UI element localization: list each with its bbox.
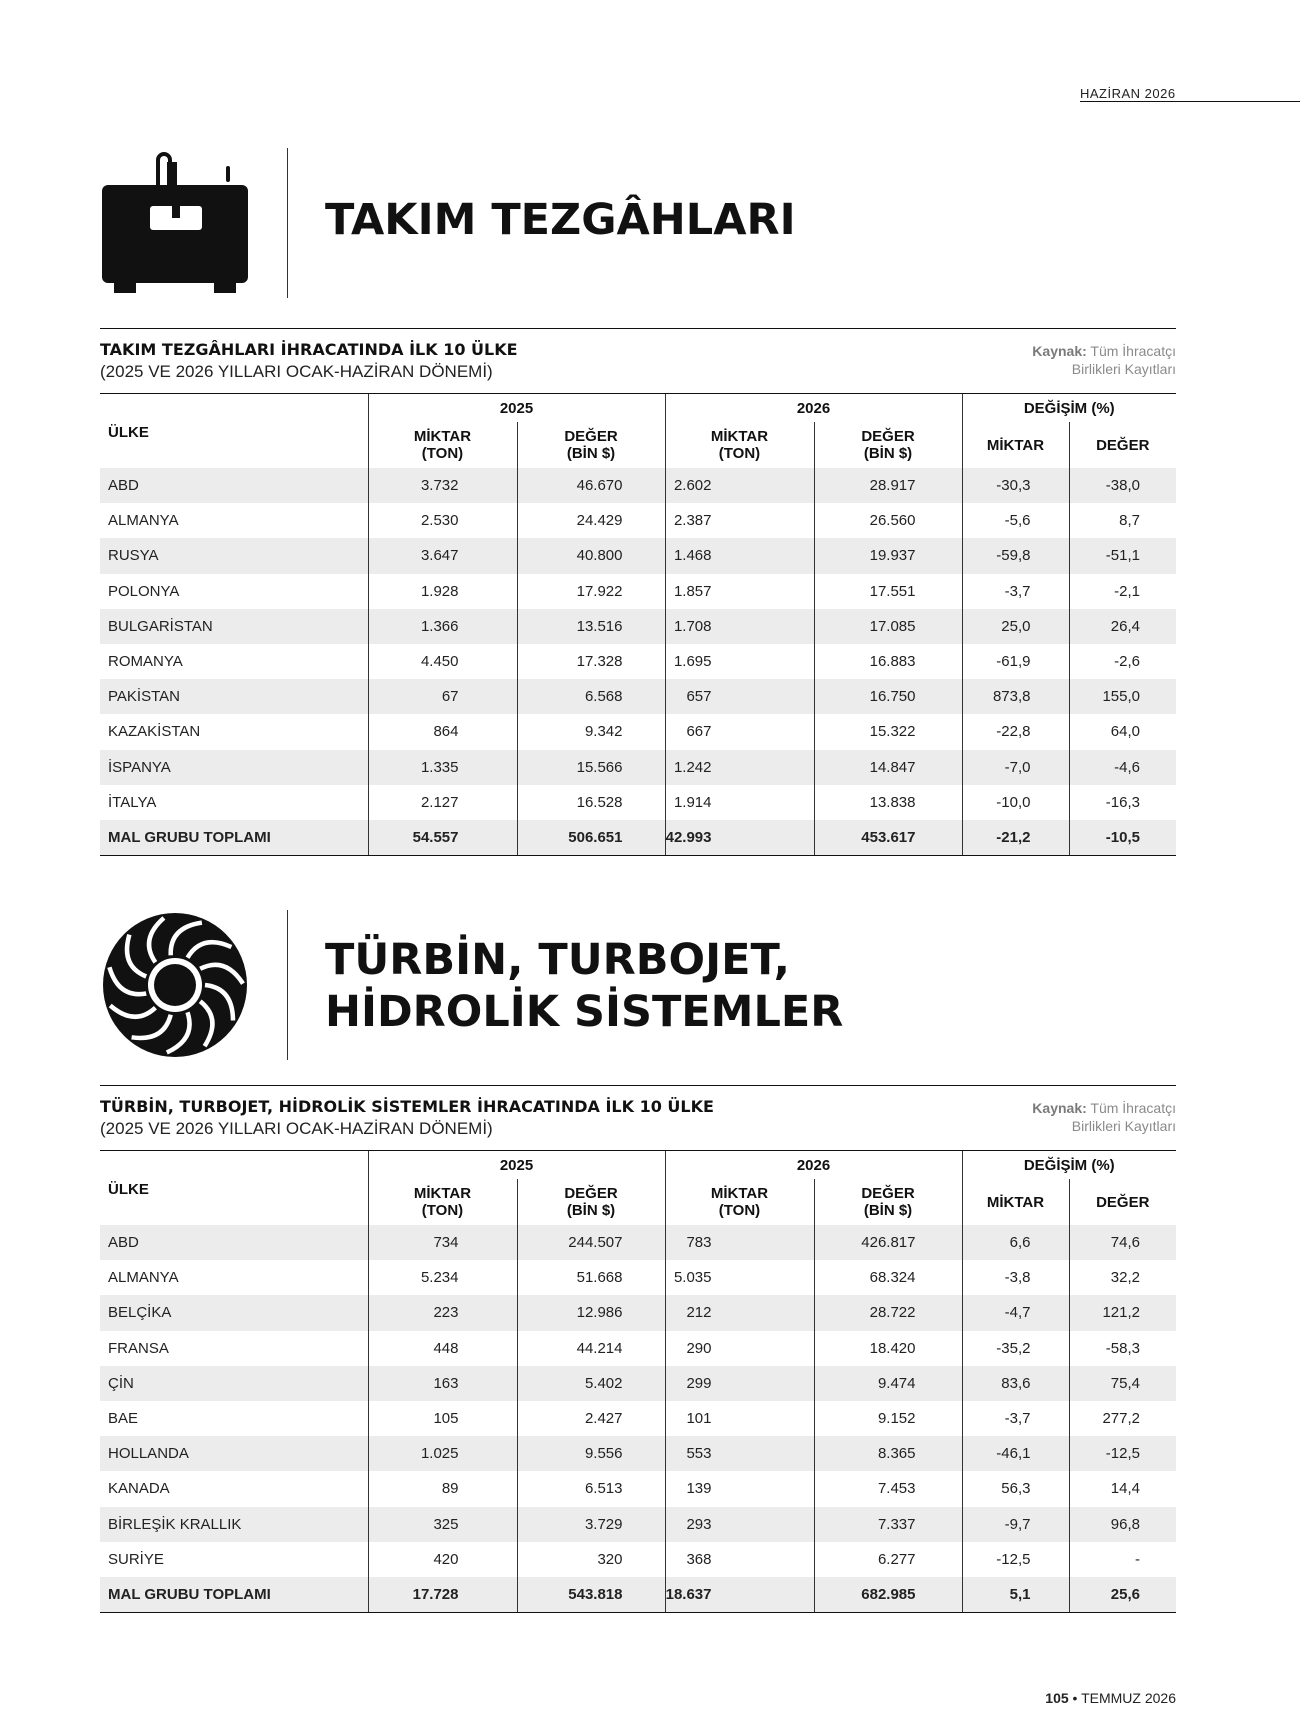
section2-divider [287, 910, 288, 1060]
table-row [100, 1331, 1176, 1366]
cell-miktar-2025: 105 [368, 1401, 517, 1436]
table2 [100, 1150, 1176, 1613]
cell-miktar-change: -9,7 [962, 1507, 1069, 1542]
table-row [100, 1507, 1176, 1542]
cell-miktar-2025: 4.450 [368, 644, 517, 679]
cell-deger-2026: 13.838 [814, 785, 962, 820]
cell-deger-2026: 6.277 [814, 1542, 962, 1577]
cell-country: ABD [100, 468, 368, 503]
cell-miktar-2025: 864 [368, 714, 517, 749]
cell-country: ALMANYA [100, 503, 368, 538]
cell-country: RUSYA [100, 538, 368, 573]
cell-deger-2025: 244.507 [517, 1225, 665, 1260]
cell-deger-change: -38,0 [1069, 468, 1176, 503]
page-number: 105 [1045, 1690, 1069, 1706]
table-row [100, 785, 1176, 820]
col-country: ÜLKE [100, 394, 368, 469]
cell-deger-2025: 2.427 [517, 1401, 665, 1436]
cell-deger-2026: 15.322 [814, 714, 962, 749]
table1 [100, 393, 1176, 856]
table-row [100, 468, 1176, 503]
cell-miktar-2026: 1.914 [665, 785, 814, 820]
section1-title: TAKIM TEZGÂHLARI [325, 195, 796, 245]
cell-country: İSPANYA [100, 750, 368, 785]
table2-top-rule [100, 1085, 1176, 1086]
cell-miktar-2026: 212 [665, 1295, 814, 1330]
table-row [100, 538, 1176, 573]
cell-deger-2026: 16.750 [814, 679, 962, 714]
cell-country: BULGARİSTAN [100, 609, 368, 644]
cell-deger-2025: 17.328 [517, 644, 665, 679]
header-date: HAZİRAN 2026 [1080, 86, 1176, 101]
cell-miktar-2026: 2.387 [665, 503, 814, 538]
cell-deger-2026: 16.883 [814, 644, 962, 679]
total-cell-deger-change: 25,6 [1069, 1577, 1176, 1612]
cell-miktar-2026: 1.857 [665, 574, 814, 609]
table1-subtitle: (2025 VE 2026 YILLARI OCAK-HAZİRAN DÖNEMİ) [100, 362, 493, 381]
cell-miktar-2025: 5.234 [368, 1260, 517, 1295]
cell-deger-2025: 6.513 [517, 1471, 665, 1506]
cell-deger-change: -12,5 [1069, 1436, 1176, 1471]
total-cell-deger-2026: 453.617 [814, 820, 962, 855]
cell-miktar-change: -3,7 [962, 1401, 1069, 1436]
cell-miktar-change: -10,0 [962, 785, 1069, 820]
cell-deger-2025: 6.568 [517, 679, 665, 714]
cell-deger-change: -51,1 [1069, 538, 1176, 573]
cell-deger-2026: 7.453 [814, 1471, 962, 1506]
table-row [100, 1471, 1176, 1506]
col-miktar-change: MİKTAR [962, 422, 1069, 468]
cell-deger-change: 8,7 [1069, 503, 1176, 538]
cell-deger-change: 96,8 [1069, 1507, 1176, 1542]
total-cell-miktar-change: -21,2 [962, 820, 1069, 855]
cell-deger-change: -58,3 [1069, 1331, 1176, 1366]
col-miktar-2025: MİKTAR (TON) [368, 422, 517, 468]
cell-deger-change: 74,6 [1069, 1225, 1176, 1260]
cell-miktar-2026: 290 [665, 1331, 814, 1366]
col-group-2025: 2025 [368, 394, 665, 423]
source-line2: Birlikleri Kayıtları [1071, 361, 1176, 377]
cell-deger-2025: 13.516 [517, 609, 665, 644]
cell-miktar-change: 6,6 [962, 1225, 1069, 1260]
col-group-change: DEĞİŞİM (%) [962, 1151, 1176, 1180]
cell-deger-2025: 16.528 [517, 785, 665, 820]
total-cell-country: MAL GRUBU TOPLAMI [100, 820, 368, 855]
table-row [100, 1401, 1176, 1436]
total-cell-miktar-2025: 54.557 [368, 820, 517, 855]
table-row [100, 1366, 1176, 1401]
total-cell-miktar-2025: 17.728 [368, 1577, 517, 1612]
cell-deger-2026: 14.847 [814, 750, 962, 785]
cell-deger-change: - [1069, 1542, 1176, 1577]
section2-header [100, 910, 1176, 1060]
total-cell-miktar-2026: 18.637 [665, 1577, 814, 1612]
cell-miktar-2025: 1.928 [368, 574, 517, 609]
cell-country: ALMANYA [100, 1260, 368, 1295]
cell-deger-2026: 17.551 [814, 574, 962, 609]
table-row [100, 714, 1176, 749]
cell-miktar-2026: 783 [665, 1225, 814, 1260]
total-cell-deger-change: -10,5 [1069, 820, 1176, 855]
cell-country: ABD [100, 1225, 368, 1260]
cell-deger-change: 14,4 [1069, 1471, 1176, 1506]
cell-deger-change: 277,2 [1069, 1401, 1176, 1436]
table-row [100, 1295, 1176, 1330]
table1-title: TAKIM TEZGÂHLARI İHRACATINDA İLK 10 ÜLKE [100, 340, 518, 359]
cell-deger-2026: 26.560 [814, 503, 962, 538]
total-cell-deger-2026: 682.985 [814, 1577, 962, 1612]
cell-miktar-2025: 2.127 [368, 785, 517, 820]
col-group-2026: 2026 [665, 1151, 962, 1180]
turbine-icon [100, 910, 250, 1060]
table2-subtitle: (2025 VE 2026 YILLARI OCAK-HAZİRAN DÖNEMİ) [100, 1119, 493, 1138]
source-line1: Tüm İhracatçı [1090, 343, 1176, 359]
cell-miktar-change: 83,6 [962, 1366, 1069, 1401]
cell-miktar-change: -61,9 [962, 644, 1069, 679]
total-cell-miktar-2026: 42.993 [665, 820, 814, 855]
cell-deger-2025: 320 [517, 1542, 665, 1577]
col-miktar-2026: MİKTAR (TON) [665, 1179, 814, 1225]
cell-country: FRANSA [100, 1331, 368, 1366]
cell-miktar-2026: 667 [665, 714, 814, 749]
cell-deger-2026: 426.817 [814, 1225, 962, 1260]
machine-tool-icon [100, 148, 250, 298]
source-line1: Tüm İhracatçı [1090, 1100, 1176, 1116]
total-cell-deger-2025: 543.818 [517, 1577, 665, 1612]
cell-deger-change: 75,4 [1069, 1366, 1176, 1401]
cell-miktar-2025: 223 [368, 1295, 517, 1330]
cell-miktar-2025: 325 [368, 1507, 517, 1542]
cell-miktar-2025: 1.025 [368, 1436, 517, 1471]
cell-deger-change: 32,2 [1069, 1260, 1176, 1295]
cell-miktar-2026: 299 [665, 1366, 814, 1401]
section2-title: TÜRBİN, TURBOJET, HİDROLİK SİSTEMLER [325, 935, 844, 1037]
table-row [100, 574, 1176, 609]
cell-deger-2026: 18.420 [814, 1331, 962, 1366]
total-cell-deger-2025: 506.651 [517, 820, 665, 855]
cell-deger-2026: 8.365 [814, 1436, 962, 1471]
cell-deger-2025: 24.429 [517, 503, 665, 538]
cell-country: ROMANYA [100, 644, 368, 679]
cell-miktar-change: -5,6 [962, 503, 1069, 538]
col-deger-2025: DEĞER (BİN $) [517, 422, 665, 468]
cell-miktar-2025: 734 [368, 1225, 517, 1260]
footer-issue: TEMMUZ 2026 [1081, 1690, 1176, 1706]
cell-miktar-2025: 1.366 [368, 609, 517, 644]
footer-bullet: • [1072, 1690, 1078, 1706]
cell-country: PAKİSTAN [100, 679, 368, 714]
cell-miktar-2025: 448 [368, 1331, 517, 1366]
cell-deger-2026: 28.917 [814, 468, 962, 503]
page-footer [1045, 1690, 1176, 1706]
cell-miktar-2026: 1.468 [665, 538, 814, 573]
source-label: Kaynak: [1032, 343, 1087, 359]
table2-title: TÜRBİN, TURBOJET, HİDROLİK SİSTEMLER İHRACATINDA İLK 10 ÜLKE [100, 1097, 714, 1116]
table-row [100, 750, 1176, 785]
cell-deger-2025: 5.402 [517, 1366, 665, 1401]
cell-miktar-2025: 3.647 [368, 538, 517, 573]
cell-miktar-change: -46,1 [962, 1436, 1069, 1471]
cell-miktar-2026: 1.242 [665, 750, 814, 785]
cell-miktar-2026: 2.602 [665, 468, 814, 503]
total-cell-country: MAL GRUBU TOPLAMI [100, 1577, 368, 1612]
cell-miktar-change: -3,7 [962, 574, 1069, 609]
cell-deger-2025: 40.800 [517, 538, 665, 573]
col-miktar-2025: MİKTAR (TON) [368, 1179, 517, 1225]
cell-miktar-change: -4,7 [962, 1295, 1069, 1330]
cell-deger-change: 26,4 [1069, 609, 1176, 644]
cell-country: KANADA [100, 1471, 368, 1506]
cell-country: SURİYE [100, 1542, 368, 1577]
cell-country: İTALYA [100, 785, 368, 820]
table-row [100, 609, 1176, 644]
cell-miktar-change: 56,3 [962, 1471, 1069, 1506]
cell-deger-change: 64,0 [1069, 714, 1176, 749]
cell-deger-2025: 9.342 [517, 714, 665, 749]
table-row [100, 1436, 1176, 1471]
cell-miktar-change: -12,5 [962, 1542, 1069, 1577]
col-deger-change: DEĞER [1069, 1179, 1176, 1225]
cell-country: KAZAKİSTAN [100, 714, 368, 749]
cell-miktar-2025: 1.335 [368, 750, 517, 785]
cell-miktar-2025: 3.732 [368, 468, 517, 503]
cell-miktar-2025: 163 [368, 1366, 517, 1401]
section1-header [100, 148, 1176, 298]
source-label: Kaynak: [1032, 1100, 1087, 1116]
cell-miktar-2026: 368 [665, 1542, 814, 1577]
cell-miktar-2025: 2.530 [368, 503, 517, 538]
col-group-change: DEĞİŞİM (%) [962, 394, 1176, 423]
cell-deger-2025: 15.566 [517, 750, 665, 785]
cell-deger-change: -2,1 [1069, 574, 1176, 609]
table-row [100, 644, 1176, 679]
table2-source [1032, 1099, 1176, 1135]
col-miktar-2026: MİKTAR (TON) [665, 422, 814, 468]
cell-deger-2025: 46.670 [517, 468, 665, 503]
table-row [100, 1225, 1176, 1260]
cell-deger-2025: 17.922 [517, 574, 665, 609]
section1-divider [287, 148, 288, 298]
cell-deger-2026: 17.085 [814, 609, 962, 644]
table-total-row [100, 1577, 1176, 1612]
cell-miktar-change: -3,8 [962, 1260, 1069, 1295]
header-rule [1080, 101, 1300, 102]
cell-miktar-2026: 1.708 [665, 609, 814, 644]
cell-miktar-change: 873,8 [962, 679, 1069, 714]
cell-country: BİRLEŞİK KRALLIK [100, 1507, 368, 1542]
table1-source [1032, 342, 1176, 378]
col-group-2026: 2026 [665, 394, 962, 423]
cell-miktar-2025: 89 [368, 1471, 517, 1506]
table-row [100, 503, 1176, 538]
cell-miktar-2026: 1.695 [665, 644, 814, 679]
cell-deger-change: -2,6 [1069, 644, 1176, 679]
cell-miktar-change: -30,3 [962, 468, 1069, 503]
cell-deger-2026: 9.474 [814, 1366, 962, 1401]
col-country: ÜLKE [100, 1151, 368, 1226]
col-deger-2026: DEĞER (BİN $) [814, 1179, 962, 1225]
cell-deger-2026: 9.152 [814, 1401, 962, 1436]
cell-miktar-change: 25,0 [962, 609, 1069, 644]
cell-deger-2025: 12.986 [517, 1295, 665, 1330]
cell-miktar-2025: 67 [368, 679, 517, 714]
cell-country: POLONYA [100, 574, 368, 609]
cell-miktar-2025: 420 [368, 1542, 517, 1577]
cell-deger-2026: 7.337 [814, 1507, 962, 1542]
cell-miktar-change: -35,2 [962, 1331, 1069, 1366]
col-deger-change: DEĞER [1069, 422, 1176, 468]
col-group-2025: 2025 [368, 1151, 665, 1180]
cell-deger-2026: 28.722 [814, 1295, 962, 1330]
cell-country: ÇİN [100, 1366, 368, 1401]
cell-miktar-2026: 101 [665, 1401, 814, 1436]
cell-deger-change: 121,2 [1069, 1295, 1176, 1330]
cell-miktar-2026: 553 [665, 1436, 814, 1471]
cell-deger-2025: 9.556 [517, 1436, 665, 1471]
cell-deger-2025: 44.214 [517, 1331, 665, 1366]
cell-miktar-2026: 293 [665, 1507, 814, 1542]
table1-top-rule [100, 328, 1176, 329]
col-miktar-change: MİKTAR [962, 1179, 1069, 1225]
cell-deger-2025: 3.729 [517, 1507, 665, 1542]
cell-miktar-2026: 657 [665, 679, 814, 714]
cell-country: BAE [100, 1401, 368, 1436]
cell-deger-2026: 19.937 [814, 538, 962, 573]
col-deger-2026: DEĞER (BİN $) [814, 422, 962, 468]
cell-miktar-2026: 139 [665, 1471, 814, 1506]
cell-miktar-change: -59,8 [962, 538, 1069, 573]
table-total-row [100, 820, 1176, 855]
cell-deger-2025: 51.668 [517, 1260, 665, 1295]
cell-country: HOLLANDA [100, 1436, 368, 1471]
cell-miktar-change: -22,8 [962, 714, 1069, 749]
cell-miktar-change: -7,0 [962, 750, 1069, 785]
cell-deger-change: -16,3 [1069, 785, 1176, 820]
table-row [100, 679, 1176, 714]
total-cell-miktar-change: 5,1 [962, 1577, 1069, 1612]
cell-deger-change: -4,6 [1069, 750, 1176, 785]
cell-deger-2026: 68.324 [814, 1260, 962, 1295]
table-row [100, 1542, 1176, 1577]
table-row [100, 1260, 1176, 1295]
cell-deger-change: 155,0 [1069, 679, 1176, 714]
cell-country: BELÇİKA [100, 1295, 368, 1330]
cell-miktar-2026: 5.035 [665, 1260, 814, 1295]
source-line2: Birlikleri Kayıtları [1071, 1118, 1176, 1134]
col-deger-2025: DEĞER (BİN $) [517, 1179, 665, 1225]
